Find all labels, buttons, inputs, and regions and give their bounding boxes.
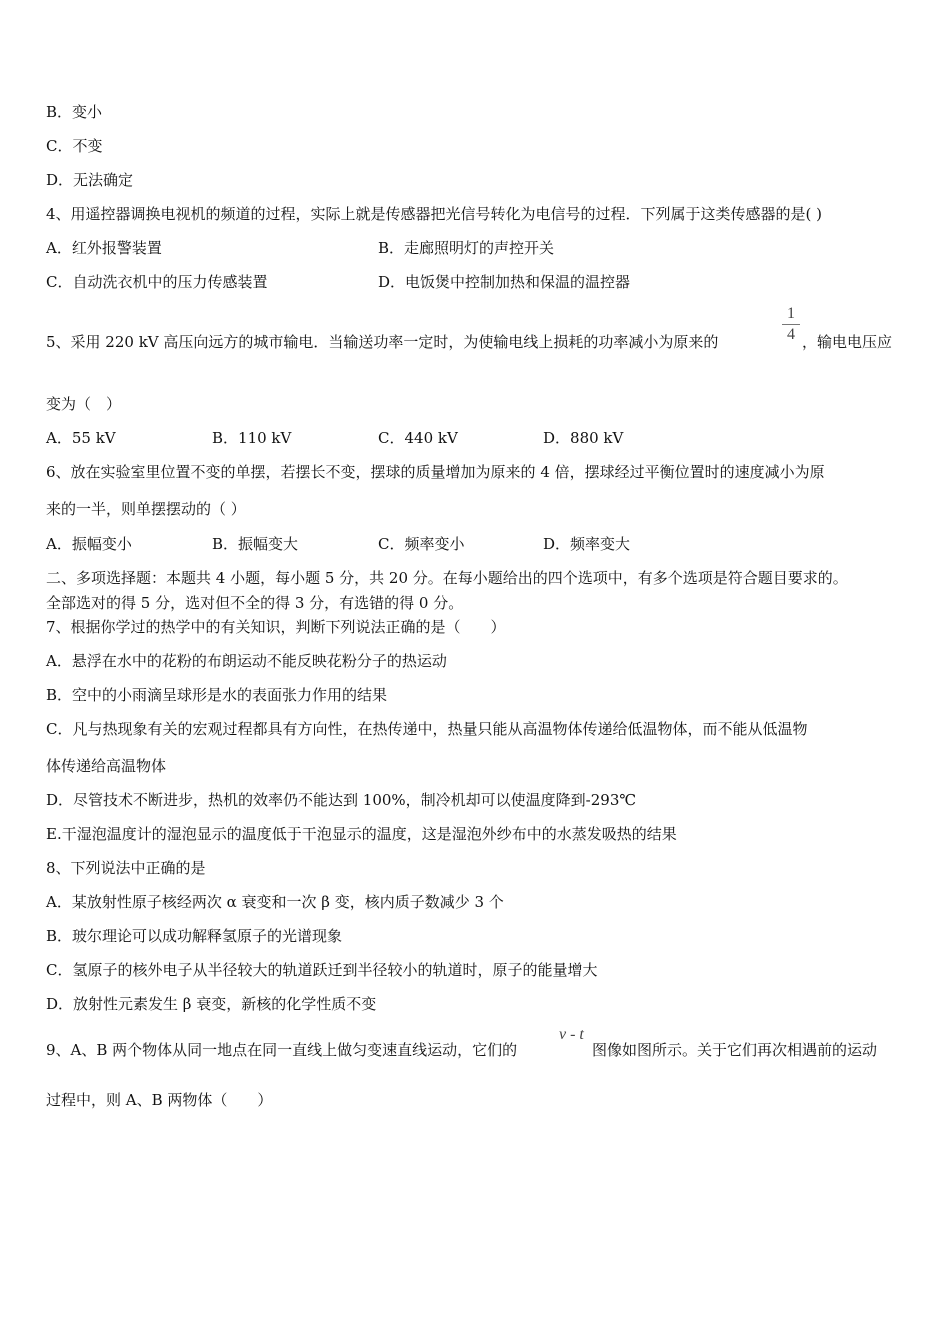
q4-stem: 4、用遥控器调换电视机的频道的过程，实际上就是传感器把光信号转化为电信号的过程．下列属于这类传感器的是( ) xyxy=(46,205,823,223)
q7-stem: 7、根据你学过的热学中的有关知识，判断下列说法正确的是（ ） xyxy=(46,618,506,636)
q6-stem-a: 6、放在实验室里位置不变的单摆，若摆长不变，摆球的质量增加为原来的 4 倍，摆球经过平衡位置时的速度减小为原 xyxy=(46,463,825,481)
q4-option-b: B．走廊照明灯的声控开关 xyxy=(378,239,555,257)
q7-option-d: D．尽管技术不断进步，热机的效率仍不能达到 100%，制冷机却可以使温度降到-293℃ xyxy=(46,791,637,809)
section-2-line-1: 二、多项选择题：本题共 4 小题，每小题 5 分，共 20 分。在每小题给出的四个选项中，有多个选项是符合题目要求的。 xyxy=(46,569,848,587)
q7-option-c-line-2: 体传递给高温物体 xyxy=(46,757,167,775)
q7-option-c-line-1: C．凡与热现象有关的宏观过程都具有方向性，在热传递中，热量只能从高温物体传递给低温物体，而不能从低温物 xyxy=(46,720,808,738)
fraction-numerator: 1 xyxy=(787,305,795,322)
q5-stem-c: 变为（ ） xyxy=(46,395,122,413)
q4-option-c: C．自动洗衣机中的压力传感装置 xyxy=(46,273,268,291)
q9-stem-a: 9、A、B 两个物体从同一地点在同一直线上做匀变速直线运动，它们的 xyxy=(46,1041,518,1059)
q3-option-d: D．无法确定 xyxy=(46,171,134,189)
q5-option-a: A．55 kV xyxy=(46,429,116,447)
q5-option-d: D．880 kV xyxy=(543,429,624,447)
q6-option-c: C．频率变小 xyxy=(378,535,465,553)
q7-option-b: B．空中的小雨滴呈球形是水的表面张力作用的结果 xyxy=(46,686,388,704)
vt-graph-symbol: v - t xyxy=(559,1026,584,1043)
q6-stem-b: 来的一半，则单摆摆动的（ ） xyxy=(46,500,246,518)
q5-option-b: B．110 kV xyxy=(212,429,292,447)
q7-option-e: E.干湿泡温度计的湿泡显示的温度低于干泡显示的温度，这是湿泡外纱布中的水蒸发吸热的结果 xyxy=(46,825,677,843)
q4-option-d: D．电饭煲中控制加热和保温的温控器 xyxy=(378,273,631,291)
q3-option-c: C．不变 xyxy=(46,137,103,155)
q8-option-d: D．放射性元素发生 β 衰变，新核的化学性质不变 xyxy=(46,995,377,1013)
q8-option-a: A．某放射性原子核经两次 α 衰变和一次 β 变，核内质子数减少 3 个 xyxy=(46,893,504,911)
section-2-line-2: 全部选对的得 5 分，选对但不全的得 3 分，有选错的得 0 分。 xyxy=(46,594,464,612)
q5-option-c: C．440 kV xyxy=(378,429,458,447)
q6-option-b: B．振幅变大 xyxy=(212,535,299,553)
fraction-denominator: 4 xyxy=(787,326,795,343)
q5-stem-a: 5、采用 220 kV 高压向远方的城市输电．当输送功率一定时，为使输电线上损耗的功率减小为原来的 xyxy=(46,333,719,351)
q6-option-d: D．频率变大 xyxy=(543,535,631,553)
fraction-bar xyxy=(782,324,800,325)
q7-option-a: A．悬浮在水中的花粉的布朗运动不能反映花粉分子的热运动 xyxy=(46,652,447,670)
q8-option-c: C．氢原子的核外电子从半径较大的轨道跃迁到半径较小的轨道时，原子的能量增大 xyxy=(46,961,598,979)
q8-stem: 8、下列说法中正确的是 xyxy=(46,859,206,877)
q9-stem-b: 图像如图所示。关于它们再次相遇前的运动 xyxy=(592,1041,878,1059)
q3-option-b: B．变小 xyxy=(46,103,103,121)
q9-stem-c: 过程中，则 A、B 两物体（ ） xyxy=(46,1091,273,1109)
q6-option-a: A．振幅变小 xyxy=(46,535,132,553)
q8-option-b: B．玻尔理论可以成功解释氢原子的光谱现象 xyxy=(46,927,343,945)
one-quarter-fraction xyxy=(782,305,800,344)
q5-stem-b: ，输电电压应 xyxy=(802,333,893,351)
q4-option-a: A．红外报警装置 xyxy=(46,239,162,257)
